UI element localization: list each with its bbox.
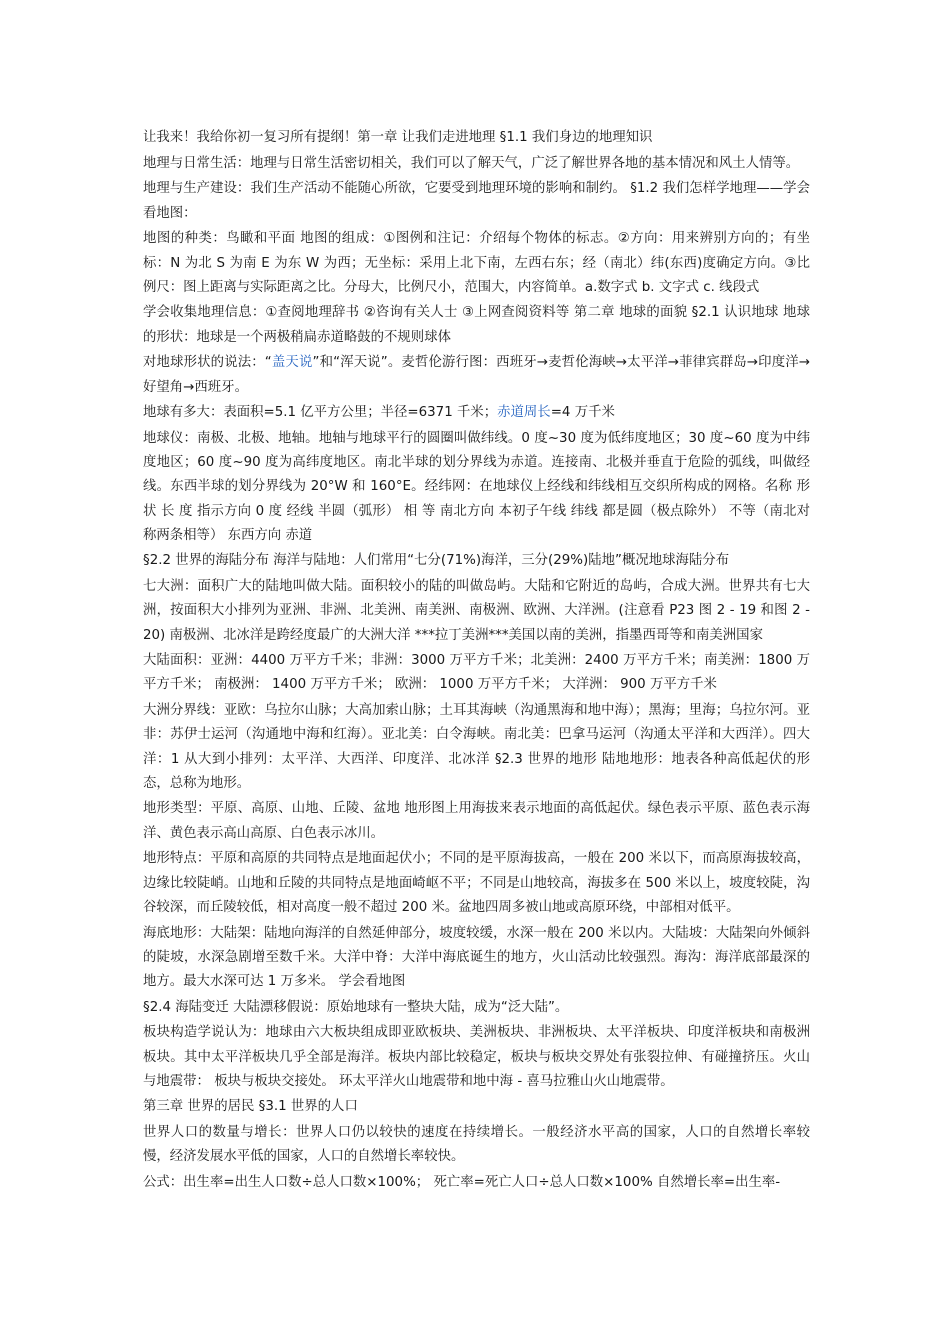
document-body [143,126,810,1197]
paragraph-continent-areas: 大陆面积：亚洲：4400 万平方千米；非洲：3000 万平方千米；北美洲：2400 万平方千米；南美洲：1800 万平方千米； 南极洲： 1400 万平方千米； 欧洲： 1000 万平方千米； 大洋洲： 900 万平方千米 [143,653,810,693]
paragraph-sea-land: §2.2 世界的海陆分布 海洋与陆地：人们常用“七分(71%)海洋，三分(29%)陆地”概况地球海陆分布 [143,553,730,569]
paragraph-seabed-landforms: 海底地形：大陆架：陆地向海洋的自然延伸部分，坡度较缓，水深一般在 200 米以内。大陆坡：大陆架向外倾斜的陡坡，水深急剧增至数千米。大洋中脊：大洋中海底诞生的地方，火山活动比较强烈。海沟：海洋底部最深的地方。最大水深可达 1 万多米。 学会看地图 [143,925,810,989]
link-equator-circumference[interactable]: 赤道周长 [497,405,551,421]
paragraph-continental-drift: §2.4 海陆变迁 大陆漂移假说：原始地球有一整块大陆，成为“泛大陆”。 [143,999,569,1015]
paragraph-daily-life: 地理与日常生活：地理与日常生活密切相关，我们可以了解天气，广泛了解世界各地的基本情况和风土人情等。 [143,155,800,171]
paragraph-earth-size [143,401,810,425]
paragraph-collect-info: 学会收集地理信息：①查阅地理辞书 ②咨询有关人士 ③上网查阅资料等 第二章 地球的面貌 §2.1 认识地球 地球的形状：地球是一个两极稍扁赤道略鼓的不规则球体 [143,305,810,345]
paragraph-globe: 地球仪：南极、北极、地轴。地轴与地球平行的圆圈叫做纬线。0 度~30 度为低纬度地区；30 度~60 度为中纬度地区；60 度~90 度为高纬度地区。南北半球的划分界线为赤道。连接南、北极并垂直于危险的弧线，叫做经线。东西半球的划分界线为 20°W 和 160°E。经纬网：在地球仪上经线和纬线相互交织所构成的网格。名称 形 状 长 度 指示方向 0 度 经线 半圆（弧形） 相 等 南北方向 本初子午线 纬线 都是圆（极点除外） 不等（南北对称两条相等） 东西方向 赤道 [143,430,810,543]
paragraph-map-types: 地图的种类：鸟瞰和平面 地图的组成：①图例和注记：介绍每个物体的标志。②方向：用来辨别方向的；有坐标：N 为北 S 为南 E 为东 W 为西；无坐标：采用上北下南，左西右东；经（南北）纬(东西)度确定方向。③比例尺：图上距离与实际距离之比。分母大，比例尺小，范围大，内容简单。a.数字式 b. 文字式 c. 线段式 [143,231,810,295]
paragraph-chapter-three: 第三章 世界的居民 §3.1 世界的人口 [143,1099,358,1115]
paragraph-population-growth: 世界人口的数量与增长：世界人口仍以较快的速度在持续增长。一般经济水平高的国家，人口的自然增长率较慢，经济发展水平低的国家，人口的自然增长率较快。 [143,1125,810,1165]
paragraph-continent-boundaries: 大洲分界线：亚欧：乌拉尔山脉；大高加索山脉；土耳其海峡（沟通黑海和地中海）；黑海；里海；乌拉尔河。亚非：苏伊士运河（沟通地中海和红海）。亚北美：白令海峡。南北美：巴拿马运河（沟通太平洋和大西洋）。四大洋：1 从大到小排列：太平洋、大西洋、印度洋、北冰洋 §2.3 世界的地形 陆地地形：地表各种高低起伏的形态，总称为地形。 [143,703,810,791]
paragraph-landform-types: 地形类型：平原、高原、山地、丘陵、盆地 地形图上用海拔来表示地面的高低起伏。绿色表示平原、蓝色表示海洋、黄色表示高山高原、白色表示冰川。 [143,801,810,841]
paragraph-earth-shape-theories [143,351,810,399]
paragraph-formulas: 公式：出生率=出生人口数÷总人口数×100%； 死亡率=死亡人口÷总人口数×100% 自然增长率=出生率- [143,1175,781,1191]
paragraph-intro: 让我来！我给你初一复习所有提纲！第一章 让我们走进地理 §1.1 我们身边的地理知识 [143,130,653,145]
paragraph-landform-features: 地形特点：平原和高原的共同特点是地面起伏小；不同的是平原海拔高，一般在 200 米以下，而高原海拔较高，边缘比较陡峭。山地和丘陵的共同特点是地面崎岖不平；不同是山地较高，海拔多在 500 米以上，坡度较陡，沟谷较深，而丘陵较低，相对高度一般不超过 200 米。盆地四周多被山地或高原环绕，中部相对低平。 [143,851,810,915]
paragraph-text: 对地球形状的说法：“ [143,355,272,371]
paragraph-seven-continents: 七大洲：面积广大的陆地叫做大陆。面积较小的陆的叫做岛屿。大陆和它附近的岛屿，合成大洲。世界共有七大洲，按面积大小排列为亚洲、非洲、北美洲、南美洲、南极洲、欧洲、大洋洲。(注意看 P23 图 2 - 19 和图 2 - 20) 南极洲、北冰洋是跨经度最广的大洲大洋 ***拉丁美洲***美国以南的美洲，指墨西哥等和南美洲国家 [143,579,810,643]
paragraph-production: 地理与生产建设：我们生产活动不能随心所欲，它要受到地理环境的影响和制约。 §1.2 我们怎样学地理——学会看地图： [143,181,810,221]
paragraph-text: =4 万千米 [550,405,615,421]
paragraph-plate-tectonics: 板块构造学说认为：地球由六大板块组成即亚欧板块、美洲板块、非洲板块、太平洋板块、印度洋板块和南极洲板块。其中太平洋板块几乎全部是海洋。板块内部比较稳定，板块与板块交界处有张裂拉伸、有碰撞挤压。火山与地震带： 板块与板块交接处。 环太平洋火山地震带和地中海 - 喜马拉雅山火山地震带。 [143,1025,810,1089]
paragraph-text: 地球有多大：表面积=5.1 亿平方公里；半径=6371 千米； [143,405,498,421]
paragraph-text: ”和“浑天说”。麦哲伦游行图：西班牙→麦哲伦海峡→太平洋→菲律宾群岛→印度洋→好望角→西班牙。 [143,355,810,395]
link-gaitian[interactable]: 盖天说 [271,355,313,371]
